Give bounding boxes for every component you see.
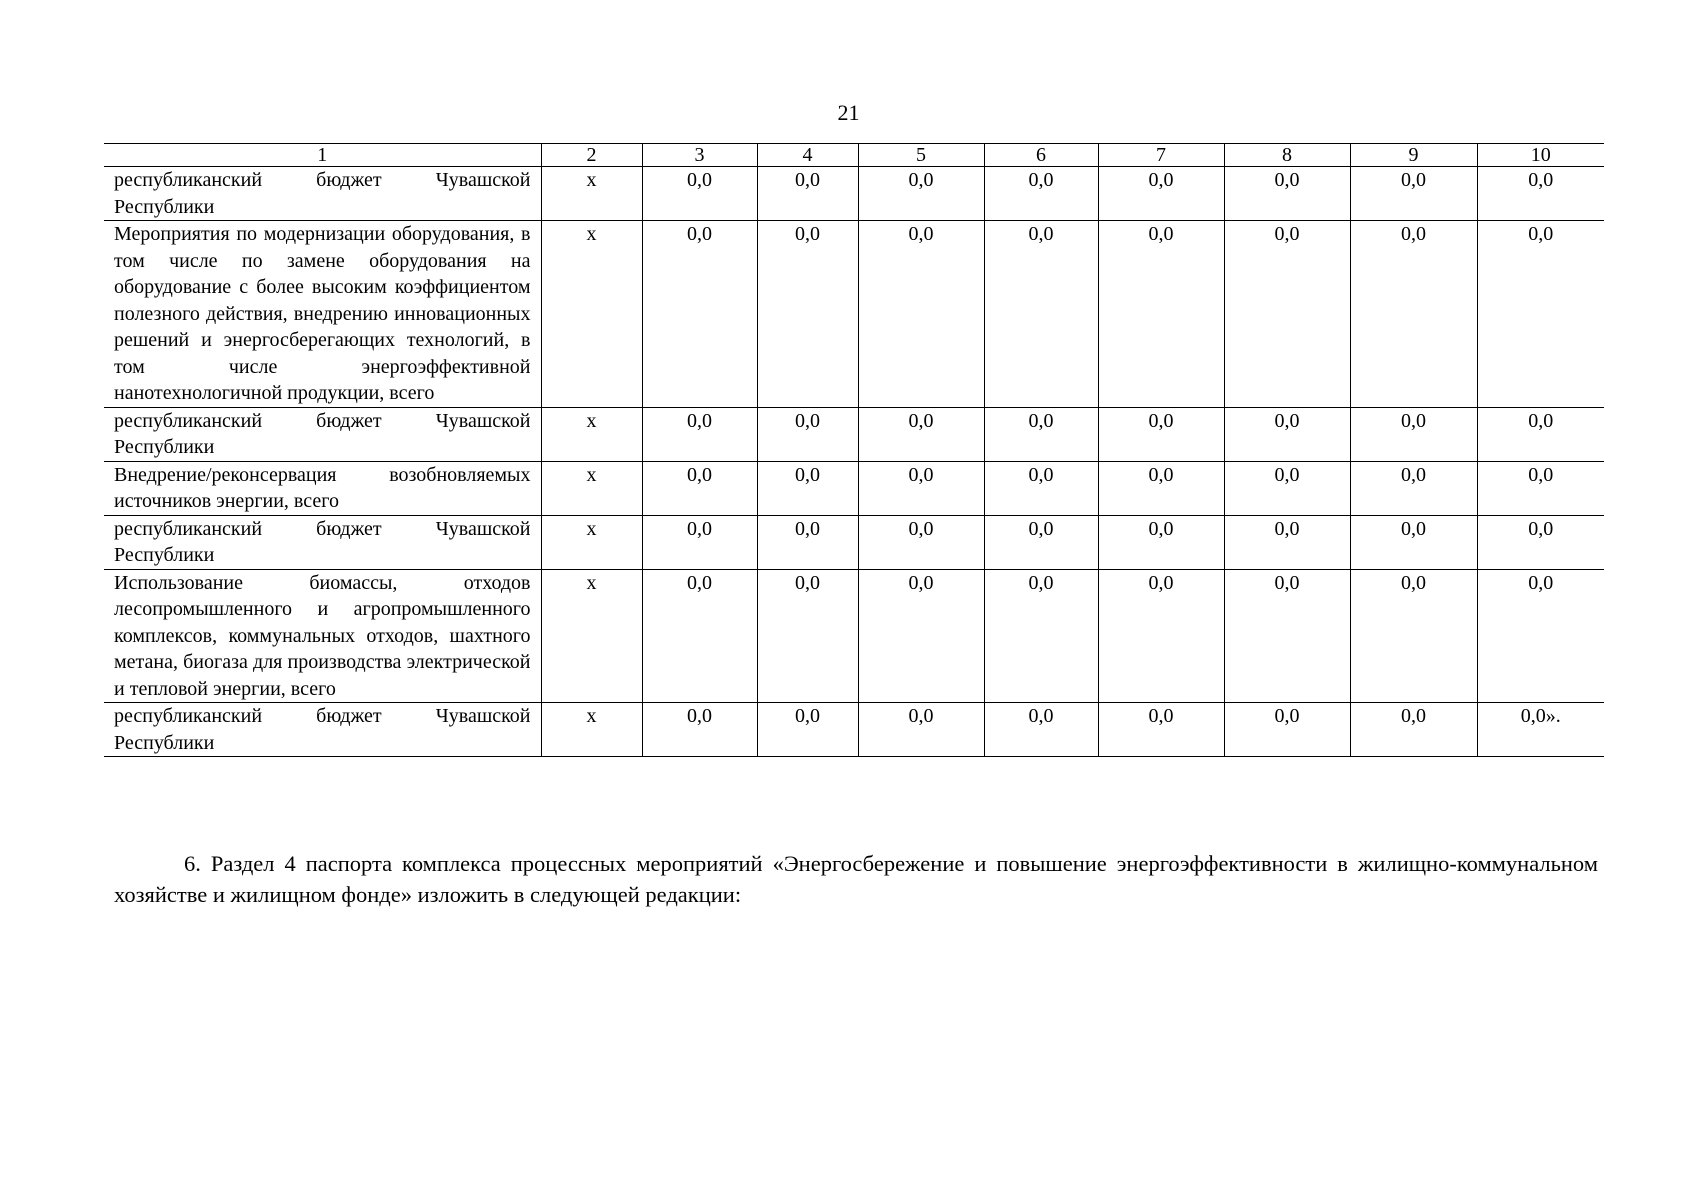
table-cell: 0,0	[1098, 407, 1224, 461]
table-cell: 0,0	[1350, 167, 1477, 221]
table-cell: 0,0	[858, 569, 984, 703]
table-row	[104, 407, 1604, 461]
table-cell: 0,0	[984, 461, 1098, 515]
row-label: республиканский бюджет Чувашской Республики	[104, 515, 541, 569]
table-cell: 0,0	[1350, 703, 1477, 757]
table-cell: 0,0	[1098, 167, 1224, 221]
page-number: 21	[837, 100, 860, 125]
table-cell: 0,0	[1350, 461, 1477, 515]
table-row	[104, 703, 1604, 757]
table-cell: 0,0	[858, 167, 984, 221]
column-header: 9	[1350, 144, 1477, 167]
table-cell: 0,0	[1350, 407, 1477, 461]
table-cell: 0,0	[1224, 407, 1350, 461]
table-cell: 0,0	[642, 515, 757, 569]
table-cell: 0,0	[757, 461, 858, 515]
row-label: Использование биомассы, отходов лесопромышленного и агропромышленного комплексов, коммунальных отходов, шахтного метана, биогаза для производства электрической и тепловой энергии, всего	[104, 569, 541, 703]
table-cell: 0,0	[642, 703, 757, 757]
table-cell: 0,0	[1224, 703, 1350, 757]
column-header: 10	[1477, 144, 1604, 167]
table-cell: 0,0	[757, 703, 858, 757]
table-cell: 0,0	[1098, 515, 1224, 569]
table-header-row	[104, 144, 1604, 167]
table-row	[104, 221, 1604, 408]
table-cell: 0,0	[1224, 461, 1350, 515]
table-cell: 0,0	[1224, 167, 1350, 221]
table-cell: 0,0	[1350, 569, 1477, 703]
body-paragraph: 6. Раздел 4 паспорта комплекса процессных мероприятий «Энергосбережение и повышение энергоэффективности в жилищно-коммунальном хозяйстве и жилищном фонде» изложить в следующей редакции:	[114, 851, 1598, 907]
table-cell: 0,0	[1477, 569, 1604, 703]
table-cell: 0,0	[1224, 569, 1350, 703]
table-cell: 0,0	[858, 461, 984, 515]
row-label: Внедрение/реконсервация возобновляемых источников энергии, всего	[104, 461, 541, 515]
table-cell: 0,0	[642, 407, 757, 461]
table-cell: 0,0	[1098, 461, 1224, 515]
table-cell: 0,0	[984, 167, 1098, 221]
table-cell: 0,0	[1224, 515, 1350, 569]
table-cell: 0,0	[1477, 461, 1604, 515]
column-header: 4	[757, 144, 858, 167]
column-header: 7	[1098, 144, 1224, 167]
column-header: 8	[1224, 144, 1350, 167]
table-cell: 0,0	[984, 703, 1098, 757]
table-cell: x	[541, 407, 642, 461]
table-cell: x	[541, 167, 642, 221]
table-cell: 0,0	[757, 407, 858, 461]
column-header: 3	[642, 144, 757, 167]
row-label: республиканский бюджет Чувашской Республики	[104, 167, 541, 221]
funding-table	[104, 143, 1604, 757]
table-row	[104, 167, 1604, 221]
table-cell: 0,0	[757, 569, 858, 703]
table-cell: 0,0	[1477, 515, 1604, 569]
column-header: 2	[541, 144, 642, 167]
table-cell: x	[541, 569, 642, 703]
table-cell: x	[541, 221, 642, 408]
table-cell: 0,0	[1350, 515, 1477, 569]
table-cell: x	[541, 515, 642, 569]
table-cell: 0,0	[984, 515, 1098, 569]
table-cell: 0,0	[1350, 221, 1477, 408]
table-row	[104, 461, 1604, 515]
table-cell: 0,0	[1098, 569, 1224, 703]
table-body	[104, 167, 1604, 757]
table-cell: 0,0	[642, 221, 757, 408]
table-cell: 0,0	[642, 167, 757, 221]
row-label: республиканский бюджет Чувашской Республики	[104, 407, 541, 461]
table-cell: 0,0	[1477, 167, 1604, 221]
column-header: 1	[104, 144, 541, 167]
table-cell: 0,0	[642, 569, 757, 703]
table-cell: x	[541, 461, 642, 515]
table-row	[104, 515, 1604, 569]
table-cell: 0,0	[757, 515, 858, 569]
column-header: 5	[858, 144, 984, 167]
table-cell: 0,0	[858, 703, 984, 757]
table-cell: 0,0	[1224, 221, 1350, 408]
table-cell: 0,0	[757, 167, 858, 221]
table-cell: 0,0	[984, 221, 1098, 408]
row-label: Мероприятия по модернизации оборудования, в том числе по замене оборудования на оборудование с более высоким коэффициентом полезного действия, внедрению инновационных решений и энергосберегающих технологий, в том числе энергоэффективной нанотехнологичной продукции, всего	[104, 221, 541, 408]
table-cell: 0,0	[757, 221, 858, 408]
table-cell: 0,0	[1477, 221, 1604, 408]
table-cell: 0,0».	[1477, 703, 1604, 757]
table-cell: 0,0	[642, 461, 757, 515]
table-cell: 0,0	[1098, 703, 1224, 757]
row-label: республиканский бюджет Чувашской Республики	[104, 703, 541, 757]
column-header: 6	[984, 144, 1098, 167]
table-cell: 0,0	[1477, 407, 1604, 461]
table-row	[104, 569, 1604, 703]
table-cell: 0,0	[1098, 221, 1224, 408]
table-cell: 0,0	[858, 407, 984, 461]
table-cell: 0,0	[858, 221, 984, 408]
table-cell: x	[541, 703, 642, 757]
table-cell: 0,0	[984, 407, 1098, 461]
table-cell: 0,0	[984, 569, 1098, 703]
table-cell: 0,0	[858, 515, 984, 569]
